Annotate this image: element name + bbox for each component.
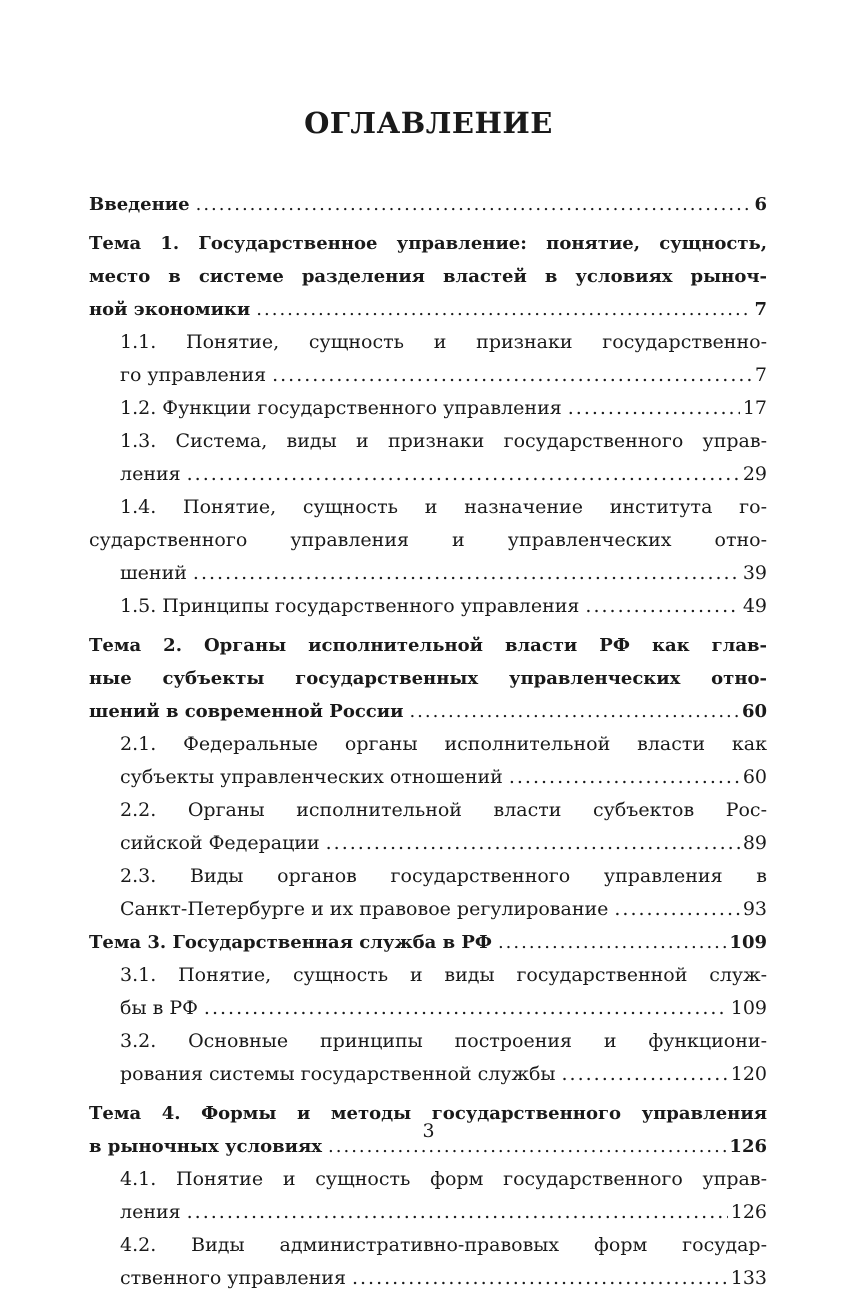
toc-entry-title: 2.1. Федеральные органы исполнительной власти как [120,733,767,755]
toc-entry-title: рования системы государственной службы [120,1063,556,1085]
toc-entry-title: 1.4. Понятие, сущность и назначение института го- [120,496,767,518]
toc-entry-title: шений в современной России [89,701,404,722]
toc-entry-title: 3.1. Понятие, сущность и виды государственной служ- [120,964,767,986]
toc-entry-title: Тема 4. Формы и методы государственного управления [89,1103,767,1124]
toc-entry-2-1-end[interactable] [89,761,767,794]
toc-entry-title: 2.3. Виды органов государственного управления в [120,865,767,887]
toc-page-number: 120 [730,1063,767,1085]
dot-leader [196,188,752,221]
toc-entry-4-2[interactable] [89,1229,767,1262]
toc-page-number: 49 [742,595,767,617]
dot-leader [509,761,740,794]
toc-entry-3-2-end[interactable] [89,1058,767,1091]
toc-page-number: 60 [741,701,767,722]
toc-entry-topic-2[interactable] [89,629,767,662]
toc-entry-topic-3[interactable] [89,926,767,959]
toc-page-number: 60 [742,766,767,788]
toc-entry-title: ной экономики [89,299,251,320]
toc-page-number: 7 [754,364,767,386]
toc-entry-title: 1.2. Функции государственного управления [120,397,562,419]
toc-entry-title: ления [120,463,181,485]
toc-entry-title: 2.2. Органы исполнительной власти субъектов Рос- [120,799,767,821]
toc-entry-3-1-end[interactable] [89,992,767,1025]
toc-entry-3-1[interactable] [89,959,767,992]
dot-leader [326,827,740,860]
toc-page-number: 126 [729,1136,767,1157]
toc-entry-title: шений [120,562,187,584]
toc-entry-title: ственного управления [120,1267,346,1289]
dot-leader [585,590,739,623]
toc-entry-2-2[interactable] [89,794,767,827]
toc-page-number: 93 [742,898,767,920]
toc-entry-title: 1.3. Система, виды и признаки государственного управ- [120,430,767,452]
toc-entry-introduction[interactable] [89,188,767,221]
toc-entry-4-1-end[interactable] [89,1196,767,1229]
toc-page-number: 7 [754,299,767,320]
toc-entry-1-1[interactable] [89,326,767,359]
page-title: ОГЛАВЛЕНИЕ [304,106,553,140]
toc-entry-title: го управления [120,364,267,386]
toc-entry-title: Санкт-Петербурге и их правовое регулирование [120,898,609,920]
dot-leader [204,992,728,1025]
toc-entry-title: 3.2. Основные принципы построения и функциони- [120,1030,767,1052]
toc-entry-title: 4.2. Виды административно-правовых форм государ- [120,1234,767,1256]
toc-entry-title: 1.5. Принципы государственного управления [120,595,580,617]
toc-entry-topic-2-end[interactable] [89,695,767,728]
toc-entry-title: бы в РФ [120,997,198,1019]
toc-entry-title: в рыночных условиях [89,1136,323,1157]
toc-entry-topic-1-cont[interactable] [89,260,767,293]
toc-entry-1-3-end[interactable] [89,458,767,491]
toc-entry-title: 4.1. Понятие и сущность форм государственного управ- [120,1168,767,1190]
dot-leader [498,926,726,959]
toc-page-number: 39 [742,562,767,584]
toc-page-number: 89 [742,832,767,854]
page-number: 3 [422,1120,435,1142]
toc-entry-title: Тема 1. Государственное управление: понятие, сущность, [89,233,767,254]
toc-entry-3-2[interactable] [89,1025,767,1058]
toc-entry-2-1[interactable] [89,728,767,761]
toc-entry-title: ления [120,1201,181,1223]
dot-leader [409,695,738,728]
toc-page-number: 17 [742,397,767,419]
toc-entry-topic-2-cont[interactable] [89,662,767,695]
toc-entry-1-1-end[interactable] [89,359,767,392]
toc-entry-title: место в системе разделения властей в условиях рыноч- [89,266,767,287]
dot-leader [614,893,739,926]
toc-entry-title: 1.1. Понятие, сущность и признаки государственно- [120,331,767,353]
toc-page-number: 126 [730,1201,767,1223]
toc-page-number: 109 [729,932,767,953]
toc-entry-2-3-end[interactable] [89,893,767,926]
toc-entry-1-5[interactable] [89,590,767,623]
toc-entry-1-4-cont[interactable] [89,524,767,557]
dot-leader [187,458,740,491]
toc-entry-1-3[interactable] [89,425,767,458]
dot-leader [352,1262,728,1295]
toc-page-number: 109 [730,997,767,1019]
toc-page-number: 6 [754,194,767,215]
toc-entry-1-4-end[interactable] [89,557,767,590]
dot-leader [568,392,740,425]
dot-leader [562,1058,728,1091]
toc-entry-title: сийской Федерации [120,832,320,854]
toc-entry-2-2-end[interactable] [89,827,767,860]
toc-entry-1-2[interactable] [89,392,767,425]
toc-entry-title: ные субъекты государственных управленческих отно- [89,668,767,689]
toc-entry-topic-1-end[interactable] [89,293,767,326]
toc-entry-2-3[interactable] [89,860,767,893]
toc-entry-4-1[interactable] [89,1163,767,1196]
toc-entry-title: Тема 2. Органы исполнительной власти РФ как глав- [89,635,767,656]
toc-page-number: 133 [730,1267,767,1289]
toc-entry-title: Введение [89,194,190,215]
toc-entry-topic-1[interactable] [89,227,767,260]
toc-entry-1-4[interactable] [89,491,767,524]
dot-leader [193,557,740,590]
dot-leader [272,359,752,392]
toc-entry-title: Тема 3. Государственная служба в РФ [89,932,492,953]
toc-entry-title: субъекты управленческих отношений [120,766,503,788]
toc-page-number: 29 [742,463,767,485]
toc-entry-4-2-end[interactable] [89,1262,767,1295]
toc-entry-title: сударственного управления и управленческих отно- [89,529,767,551]
dot-leader [187,1196,728,1229]
dot-leader [256,293,751,326]
